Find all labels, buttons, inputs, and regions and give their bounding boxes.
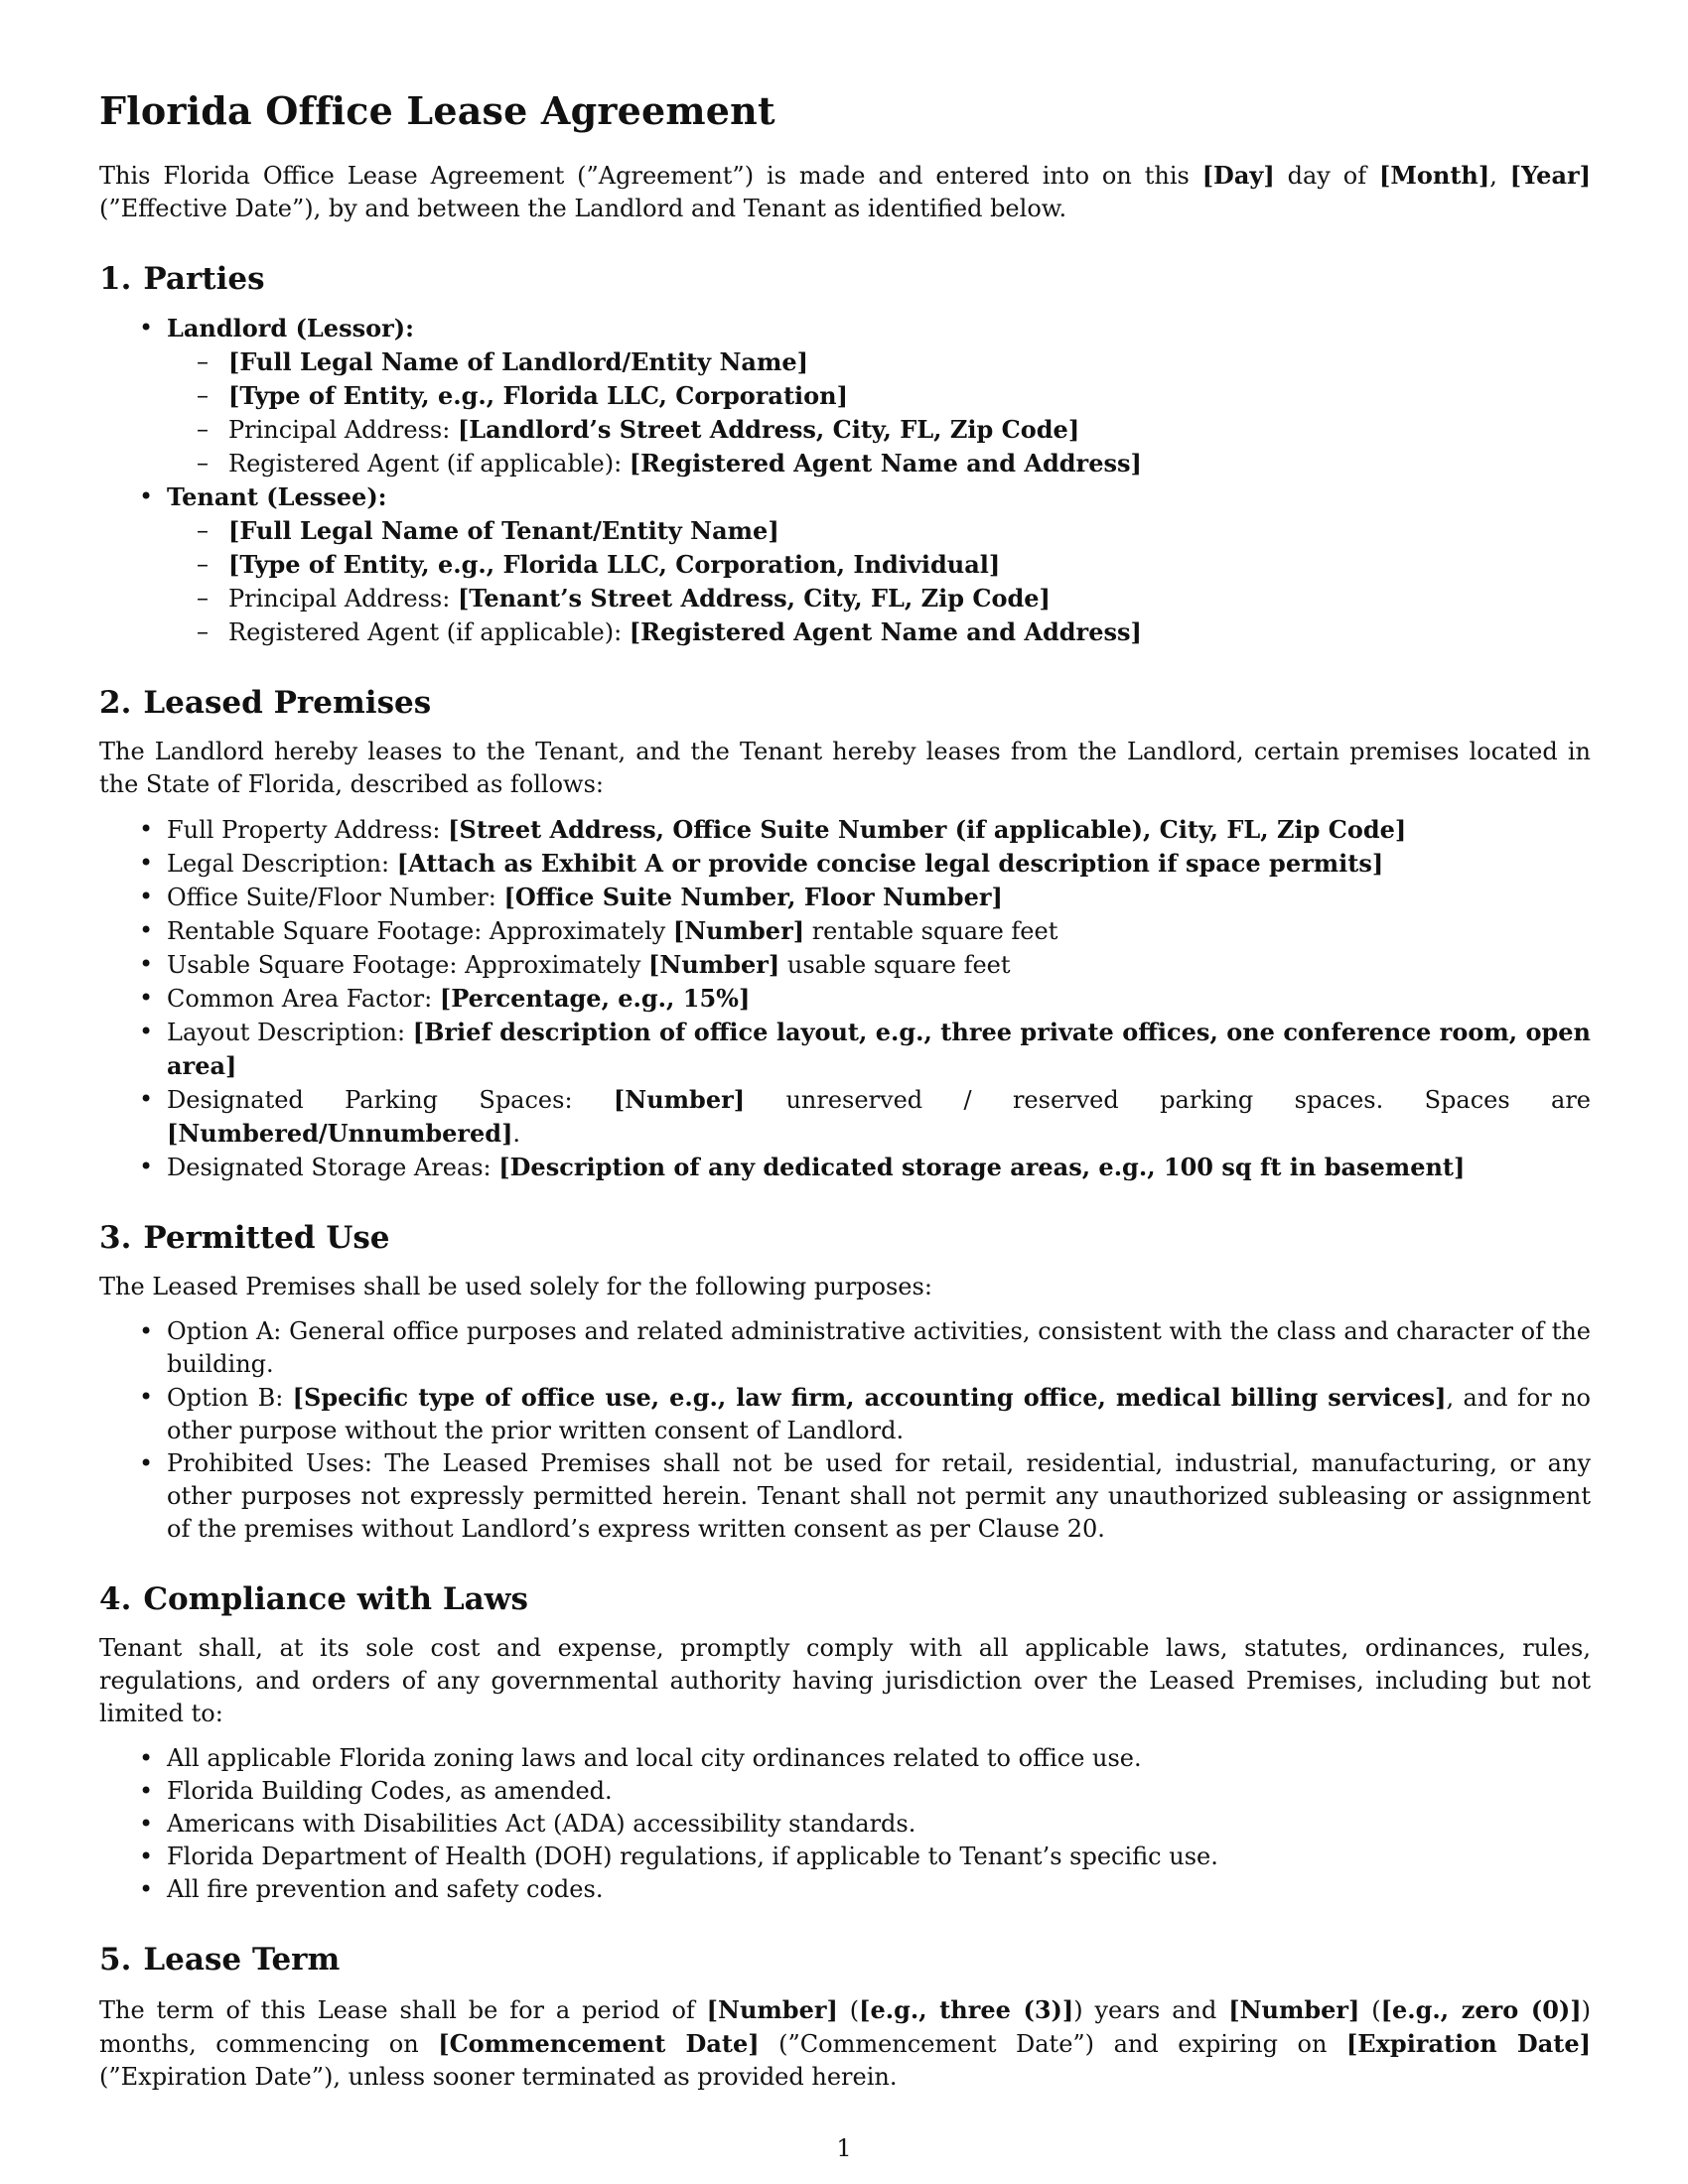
year-placeholder: [Year] bbox=[1509, 160, 1592, 190]
section-heading-permitted-use: 3. Permitted Use bbox=[99, 1220, 390, 1257]
list-item: – [Type of Entity, e.g., Florida LLC, Corporation] bbox=[167, 379, 1591, 413]
document-title: Florida Office Lease Agreement bbox=[99, 88, 775, 133]
list-item: • Full Property Address: [Street Address, Office Suite Number (if applicable), City, FL, Zip Code] bbox=[99, 813, 1591, 847]
lease-term-paragraph: The term of this Lease shall be for a period of [Number] ([e.g., three (3)]) years and [Number] ([e.g., zero (0)]) months, commencing on [Commencement Date] (”Commencement Date”) and expiring on [Expiration Date] (”Expiration Date”), unless sooner terminated as provided herein. bbox=[99, 1994, 1591, 2091]
list-item: – [Full Legal Name of Landlord/Entity Name] bbox=[167, 345, 1591, 379]
list-item: • All fire prevention and safety codes. bbox=[99, 1873, 1591, 1906]
list-item: • Designated Storage Areas: [Description of any dedicated storage areas, e.g., 100 sq ft in basement] bbox=[99, 1151, 1591, 1184]
permitted-use-list bbox=[99, 1315, 1591, 1546]
document-page bbox=[99, 89, 1591, 2106]
list-item: • Usable Square Footage: Approximately [Number] usable square feet bbox=[99, 948, 1591, 982]
list-item: • Americans with Disabilities Act (ADA) accessibility standards. bbox=[99, 1808, 1591, 1841]
tenant-item: • Tenant (Lessee): – [Full Legal Name of Tenant/Entity Name] – [Type of Entity, e.g., Florida LLC, Corporation, Individual] – Principal Address: [Tenant’s Street Address, City, FL, Zip Code] – Registered Agent (if applicable): [Registered Agent Name and Address] bbox=[99, 480, 1591, 649]
list-item: • Legal Description: [Attach as Exhibit A or provide concise legal description if space permits] bbox=[99, 847, 1591, 881]
list-item: • Option B: [Specific type of office use, e.g., law firm, accounting office, medical billing services], and for no other purpose without the prior written consent of Landlord. bbox=[99, 1381, 1591, 1447]
list-item: – Registered Agent (if applicable): [Registered Agent Name and Address] bbox=[167, 447, 1591, 480]
list-item: • Florida Department of Health (DOH) regulations, if applicable to Tenant’s specific use. bbox=[99, 1841, 1591, 1873]
permitted-use-paragraph: The Leased Premises shall be used solely for the following purposes: bbox=[99, 1273, 932, 1301]
list-item: – Principal Address: [Landlord’s Street Address, City, FL, Zip Code] bbox=[167, 413, 1591, 447]
list-item: • Prohibited Uses: The Leased Premises shall not be used for retail, residential, industrial, manufacturing, or any other purposes not expressly permitted herein. Tenant shall not permit any unauthorized subleasing or assignment of the premises without Landlord’s express written consent as per Clause 20. bbox=[99, 1447, 1591, 1546]
list-item: – [Type of Entity, e.g., Florida LLC, Corporation, Individual] bbox=[167, 548, 1591, 582]
list-item: • Common Area Factor: [Percentage, e.g., 15%] bbox=[99, 982, 1591, 1016]
section-heading-lease-term: 5. Lease Term bbox=[99, 1942, 341, 1979]
compliance-paragraph: Tenant shall, at its sole cost and expense, promptly comply with all applicable laws, statutes, ordinances, rules, regulations, and orders of any governmental authority having jurisdiction over the Leased Premises, including but not limited to: bbox=[99, 1634, 1591, 1728]
list-item: • Office Suite/Floor Number: [Office Suite Number, Floor Number] bbox=[99, 881, 1591, 914]
list-item: – [Full Legal Name of Tenant/Entity Name] bbox=[167, 514, 1591, 548]
day-placeholder: [Day] bbox=[1201, 160, 1275, 190]
page-number: 1 bbox=[836, 2134, 852, 2162]
list-item: – Principal Address: [Tenant’s Street Address, City, FL, Zip Code] bbox=[167, 582, 1591, 615]
leased-premises-paragraph: The Landlord hereby leases to the Tenant, and the Tenant hereby leases from the Landlord, certain premises located in the State of Florida, described as follows: bbox=[99, 738, 1591, 799]
section-heading-compliance: 4. Compliance with Laws bbox=[99, 1581, 528, 1618]
section-heading-leased-premises: 2. Leased Premises bbox=[99, 684, 432, 721]
compliance-list bbox=[99, 1742, 1591, 1906]
premises-list bbox=[99, 813, 1591, 1184]
section-heading-parties: 1. Parties bbox=[99, 260, 265, 297]
list-item: • All applicable Florida zoning laws and local city ordinances related to office use. bbox=[99, 1742, 1591, 1775]
tenant-details bbox=[167, 514, 1591, 649]
landlord-item: • Landlord (Lessor): – [Full Legal Name of Landlord/Entity Name] – [Type of Entity, e.g., Florida LLC, Corporation] – Principal Address: [Landlord’s Street Address, City, FL, Zip Code] – Registered Agent (if applicable): [Registered Agent Name and Address] bbox=[99, 312, 1591, 480]
month-placeholder: [Month] bbox=[1378, 160, 1490, 190]
list-item: • Layout Description: [Brief description of office layout, e.g., three private offices, one conference room, open area] bbox=[99, 1016, 1591, 1083]
list-item: – Registered Agent (if applicable): [Registered Agent Name and Address] bbox=[167, 615, 1591, 649]
landlord-details bbox=[167, 345, 1591, 480]
list-item: • Rentable Square Footage: Approximately [Number] rentable square feet bbox=[99, 914, 1591, 948]
parties-list bbox=[99, 312, 1591, 649]
list-item: • Option A: General office purposes and related administrative activities, consistent with the class and character of the building. bbox=[99, 1315, 1591, 1381]
list-item: • Florida Building Codes, as amended. bbox=[99, 1775, 1591, 1808]
list-item: • Designated Parking Spaces: [Number] unreserved / reserved parking spaces. Spaces are [Numbered/Unnumbered]. bbox=[99, 1083, 1591, 1151]
intro-paragraph: This Florida Office Lease Agreement (”Agreement”) is made and entered into on this [Day] day of [Month], [Year] (”Effective Date”), by and between the Landlord and Tenant as identified below. bbox=[99, 160, 1592, 222]
